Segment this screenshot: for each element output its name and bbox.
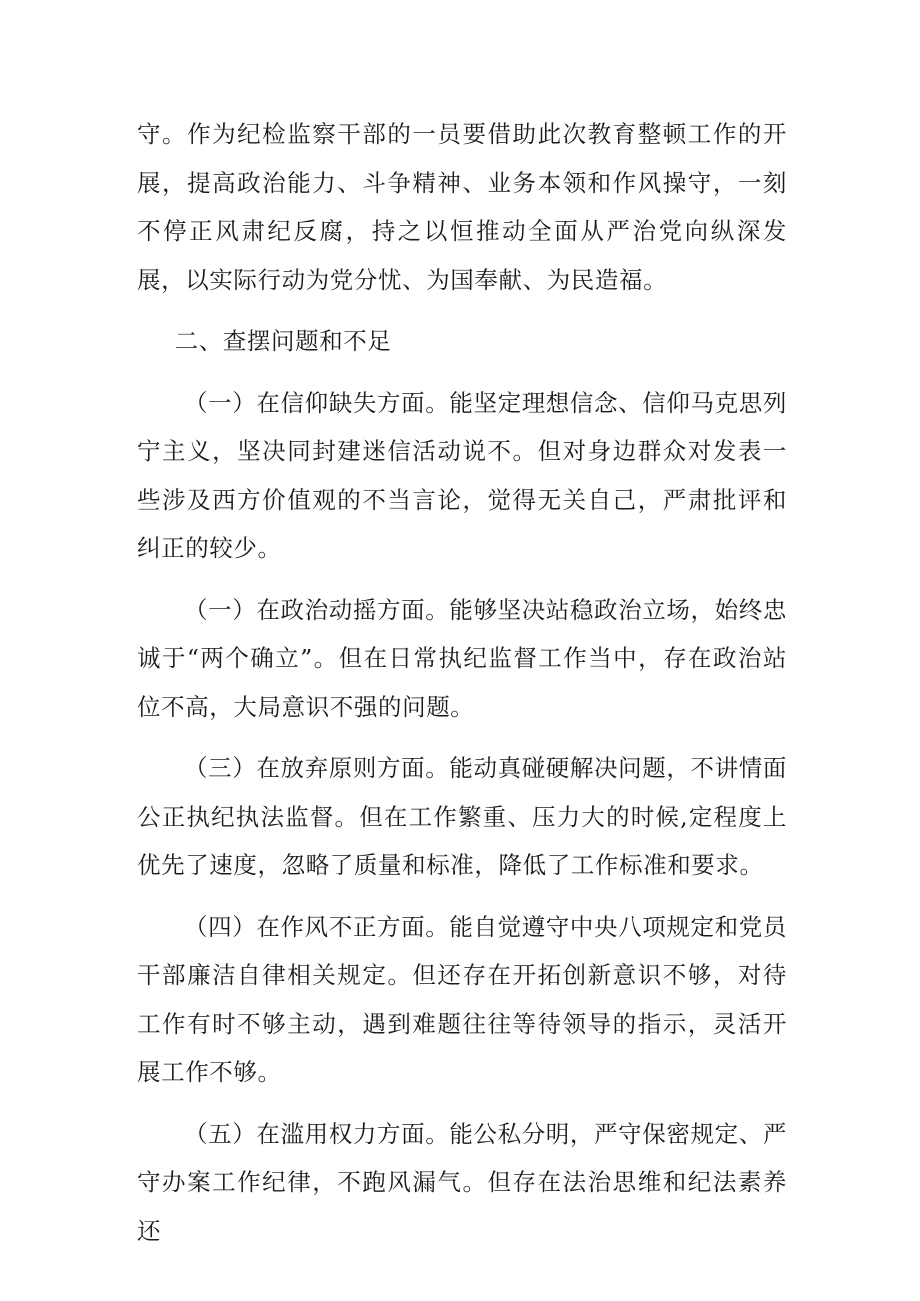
paragraph-style: （四）在作风不正方面。能自觉遵守中央八项规定和党员干部廉洁自律相关规定。但还存在开拓创新意识不够，对待工作有时不够主动，遇到难题往往等待领导的指示，灵活开展工作不够。	[137, 912, 787, 1086]
section-heading: 二、查摆问题和不足	[174, 327, 392, 355]
paragraph-politics: （一）在政治动摇方面。能够坚决站稳政治立场，始终忠诚于“两个确立”。但在日常执纪监督工作当中，存在政治站位不高，大局意识不强的问题。	[137, 595, 787, 721]
paragraph-intro-continuation: 守。作为纪检监察干部的一员要借助此次教育整顿工作的开展，提高政治能力、斗争精神、业务本领和作风操守，一刻不停正风肃纪反腐，持之以恒推动全面从严治党向纵深发展，以实际行动为党分忧、为国奉献、为民造福。	[137, 120, 787, 294]
paragraph-faith: （一）在信仰缺失方面。能坚定理想信念、信仰马克思列宁主义，坚决同封建迷信活动说不。但对身边群众对发表一些涉及西方价值观的不当言论，觉得无关自己，严肃批评和纠正的较少。	[137, 388, 787, 562]
document-body	[137, 110, 787, 1268]
paragraph-principle: （三）在放弃原则方面。能动真碰硬解决问题，不讲情面公正执纪执法监督。但在工作繁重、压力大的时候,定程度上优先了速度，忽略了质量和标准，降低了工作标准和要求。	[137, 754, 787, 879]
paragraph-power: （五）在滥用权力方面。能公私分明，严守保密规定、严守办案工作纪律，不跑风漏气。但存在法治思维和纪法素养还	[137, 1119, 787, 1245]
